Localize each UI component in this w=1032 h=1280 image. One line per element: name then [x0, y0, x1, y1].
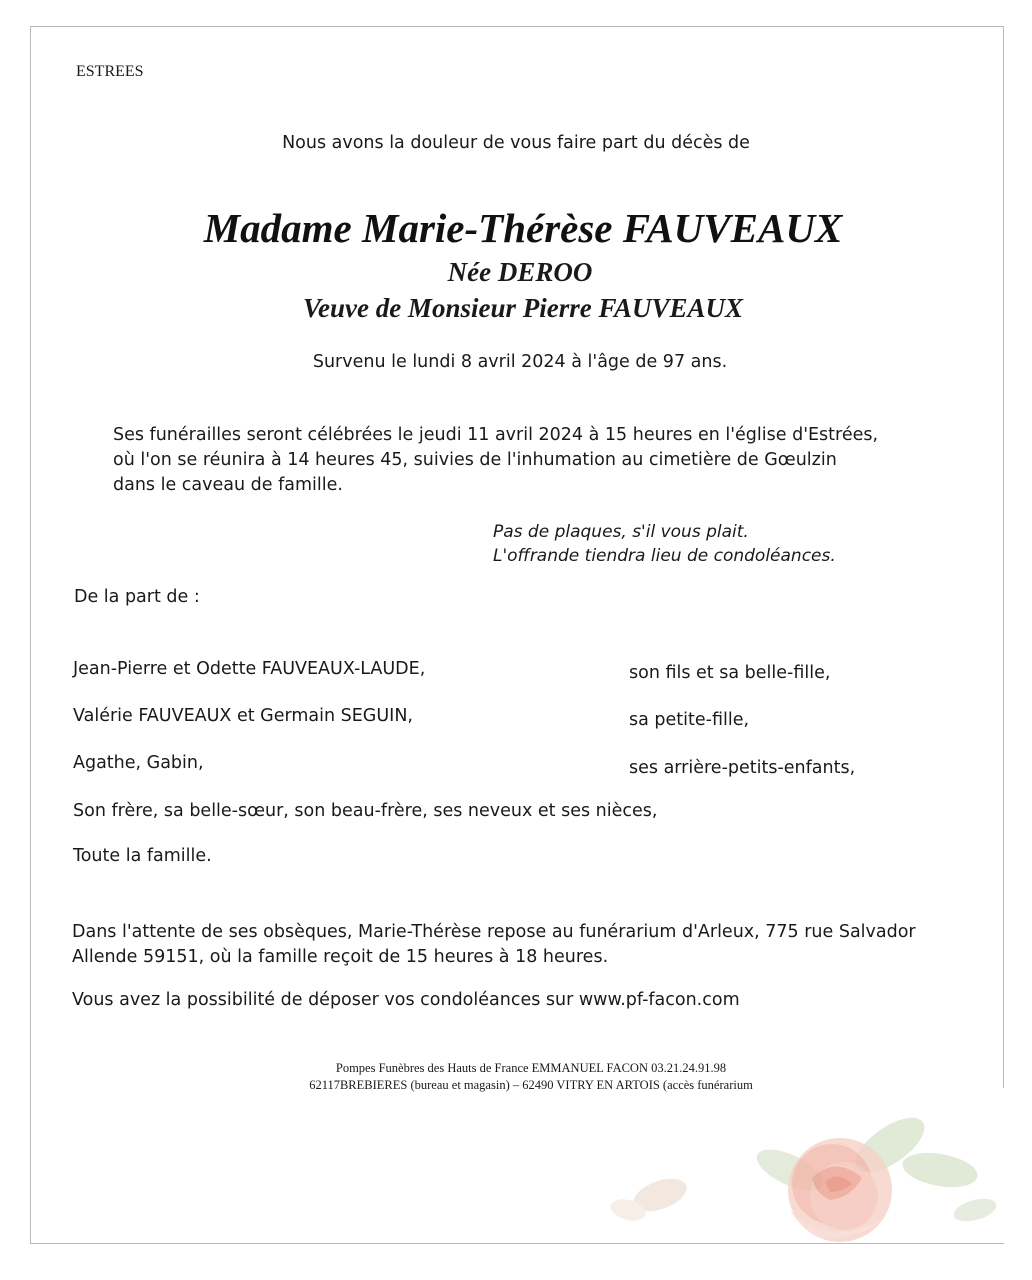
flowers-note [493, 520, 836, 568]
announcement-intro: Nous avons la douleur de vous faire part du décès de [282, 133, 750, 153]
funeral-line: Ses funérailles seront célébrées le jeudi 11 avril 2024 à 15 heures en l'église d'Estrées, [113, 425, 879, 445]
funeral-paragraph [113, 423, 878, 498]
wake-paragraph [72, 920, 916, 970]
family-member-relation: son fils et sa belle-fille, [629, 663, 831, 683]
wake-line: Dans l'attente de ses obsèques, Marie-Thérèse repose au funérarium d'Arleux, 775 rue Salvador [72, 922, 916, 942]
deceased-name: Madame Marie-Thérèse FAUVEAUX [203, 205, 843, 251]
family-member-name: Toute la famille. [73, 846, 212, 866]
funeral-line: dans le caveau de famille. [113, 475, 343, 495]
funeral-home-footer [0, 1060, 1032, 1094]
maiden-name: Née DEROO [447, 257, 593, 287]
wake-line: Allende 59151, où la famille reçoit de 15 heures à 18 heures. [72, 947, 609, 967]
family-member-relation: sa petite-fille, [629, 710, 750, 730]
family-member-name: Son frère, sa belle-sœur, son beau-frère, ses neveux et ses nièces, [73, 801, 658, 821]
family-member-name: Agathe, Gabin, [73, 753, 204, 773]
family-member-name: Valérie FAUVEAUX et Germain SEGUIN, [73, 706, 413, 726]
widow-of: Veuve de Monsieur Pierre FAUVEAUX [302, 293, 744, 323]
town-heading: ESTREES [76, 63, 144, 80]
rose-icon [580, 1100, 1000, 1250]
family-intro: De la part de : [74, 587, 200, 607]
family-member-name: Jean-Pierre et Odette FAUVEAUX-LAUDE, [73, 659, 426, 679]
footer-line: Pompes Funèbres des Hauts de France EMMANUEL FACON 03.21.24.91.98 [335, 1061, 727, 1075]
condolences-line: Vous avez la possibilité de déposer vos condoléances sur www.pf-facon.com [72, 990, 740, 1010]
family-member-relation: ses arrière-petits-enfants, [629, 758, 856, 778]
document-border-right [1003, 26, 1004, 1088]
death-notice: Survenu le lundi 8 avril 2024 à l'âge de 97 ans. [312, 352, 728, 372]
note-line: Pas de plaques, s'il vous plait. [493, 522, 749, 542]
funeral-line: où l'on se réunira à 14 heures 45, suivies de l'inhumation au cimetière de Gœulzin [113, 450, 837, 470]
footer-line: 62117BREBIERES (bureau et magasin) – 62490 VITRY EN ARTOIS (accès funérarium [309, 1078, 753, 1092]
note-line: L'offrande tiendra lieu de condoléances. [493, 546, 836, 566]
